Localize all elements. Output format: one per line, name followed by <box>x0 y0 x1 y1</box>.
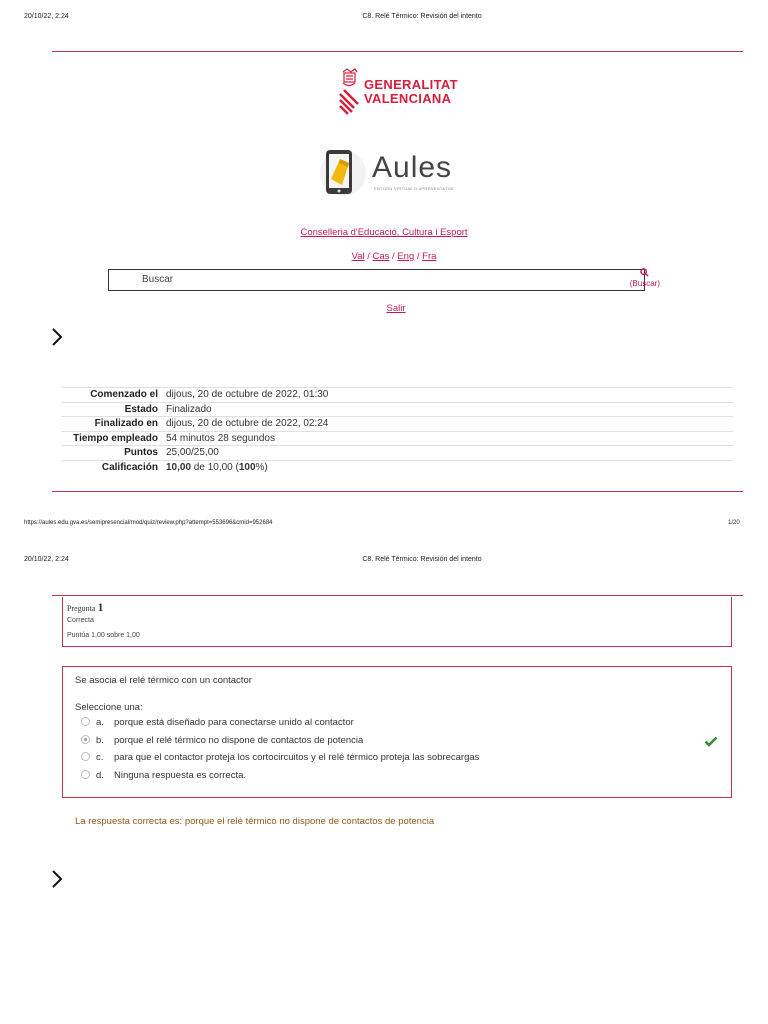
summary-row <box>62 432 733 446</box>
question-number-wrap <box>67 600 103 615</box>
summary-label: Puntos <box>124 447 158 458</box>
answer-prompt: Seleccione una: <box>75 702 143 713</box>
grade-label: Calificación <box>101 462 158 473</box>
option-letter: d. <box>96 770 104 781</box>
summary-value: 25,00/25,00 <box>166 447 219 458</box>
question-number: 1 <box>97 600 104 614</box>
grade-value-wrap <box>166 462 268 473</box>
grade-percent: 100 <box>238 462 256 473</box>
summary-value: dijous, 20 de octubre de 2022, 01:30 <box>166 389 329 400</box>
generalitat-line2: VALENCIANA <box>364 91 452 106</box>
answer-option-a[interactable] <box>81 717 354 728</box>
generalitat-emblem-icon <box>337 68 363 118</box>
language-switcher <box>334 251 454 262</box>
radio-button-selected[interactable] <box>81 735 90 744</box>
search-icon <box>640 268 649 277</box>
lang-cas-link[interactable]: Cas <box>372 251 390 262</box>
lang-sep: / <box>364 251 373 262</box>
question-state: Correcta <box>67 617 94 624</box>
lang-val-link[interactable]: Val <box>351 251 365 262</box>
summary-row <box>62 417 733 431</box>
radio-button[interactable] <box>81 717 90 726</box>
question-score: Puntúa 1,00 sobre 1,00 <box>67 632 140 639</box>
print-page-number: 1/20 <box>728 520 740 526</box>
answer-option-d[interactable] <box>81 770 246 781</box>
bottom-divider <box>52 491 743 492</box>
radio-button[interactable] <box>81 770 90 779</box>
summary-row <box>62 403 733 417</box>
summary-row <box>62 388 733 402</box>
summary-label: Comenzado el <box>90 389 158 400</box>
question-info <box>62 597 732 647</box>
answer-option-c[interactable] <box>81 752 479 763</box>
print-url: https://aules.edu.gva.es/semipresencial/mod/quiz/review.php?attempt=553696&cmid=952684 <box>24 520 273 526</box>
correct-check-icon <box>704 736 718 747</box>
aules-logo[interactable] <box>318 145 478 200</box>
print-title: C8. Relé Térmico: Revisión del intento <box>362 13 482 20</box>
search-form <box>108 269 660 291</box>
conselleria-link[interactable]: Conselleria d'Educació, Cultura i Esport <box>300 227 468 238</box>
summary-label: Tiempo empleado <box>73 433 158 444</box>
question-label: Pregunta <box>67 604 96 613</box>
summary-value: Finalizado <box>166 404 212 415</box>
print-title: C8. Relé Térmico: Revisión del intento <box>362 556 482 563</box>
print-datetime: 20/10/22, 2:24 <box>24 13 69 20</box>
logout-link[interactable]: Salir <box>386 303 406 314</box>
search-button-label: (Buscar) <box>629 279 660 288</box>
correct-answer-feedback: La respuesta correcta es: porque el relé térmico no dispone de contactos de potencia <box>75 816 435 827</box>
top-divider <box>52 51 743 52</box>
option-text: porque el relé térmico no dispone de contactos de potencia <box>114 735 364 746</box>
conselleria-link-wrap <box>234 227 534 238</box>
option-text: Ninguna respuesta es correcta. <box>114 770 247 781</box>
summary-value: 54 minutos 28 segundos <box>166 433 275 444</box>
grade-value: 10,00 <box>166 462 192 473</box>
question-content <box>62 666 732 798</box>
question-text: Se asocia el relé térmico con un contactor <box>75 675 252 686</box>
logout-wrap <box>366 303 426 314</box>
summary-row <box>62 446 733 460</box>
lang-eng-link[interactable]: Eng <box>397 251 415 262</box>
summary-value: dijous, 20 de octubre de 2022, 02:24 <box>166 418 329 429</box>
answer-option-b[interactable] <box>81 735 363 746</box>
lang-sep: / <box>389 251 398 262</box>
option-letter: a. <box>96 717 104 728</box>
generalitat-line1: GENERALITAT <box>364 77 458 92</box>
aules-tagline: ENTORN VIRTUAL D'APRENENTATGE <box>374 186 455 191</box>
search-input[interactable]: Buscar <box>142 274 174 285</box>
lang-fra-link[interactable]: Fra <box>422 251 437 262</box>
option-text: porque está diseñado para conectarse unido al contactor <box>114 717 354 728</box>
summary-label: Estado <box>124 404 158 415</box>
lang-sep: / <box>414 251 423 262</box>
search-button[interactable] <box>630 268 660 288</box>
summary-row-grade <box>62 461 733 475</box>
aules-name: Aules <box>372 151 453 184</box>
option-letter: b. <box>96 735 104 746</box>
option-text: para que el contactor proteja los cortocircuitos y el relé térmico proteja las sobrecargas <box>114 752 480 763</box>
grade-of: de 10,00 ( <box>191 462 239 473</box>
tablet-icon <box>318 145 368 199</box>
option-letter: c. <box>96 752 104 763</box>
chevron-right-icon[interactable] <box>50 868 64 890</box>
grade-close: %) <box>255 462 268 473</box>
generalitat-logo[interactable] <box>337 68 467 118</box>
chevron-right-icon[interactable] <box>50 326 64 348</box>
print-datetime: 20/10/22, 2:24 <box>24 556 69 563</box>
summary-label: Finalizado en <box>94 418 158 429</box>
top-divider <box>52 595 743 596</box>
radio-button[interactable] <box>81 752 90 761</box>
